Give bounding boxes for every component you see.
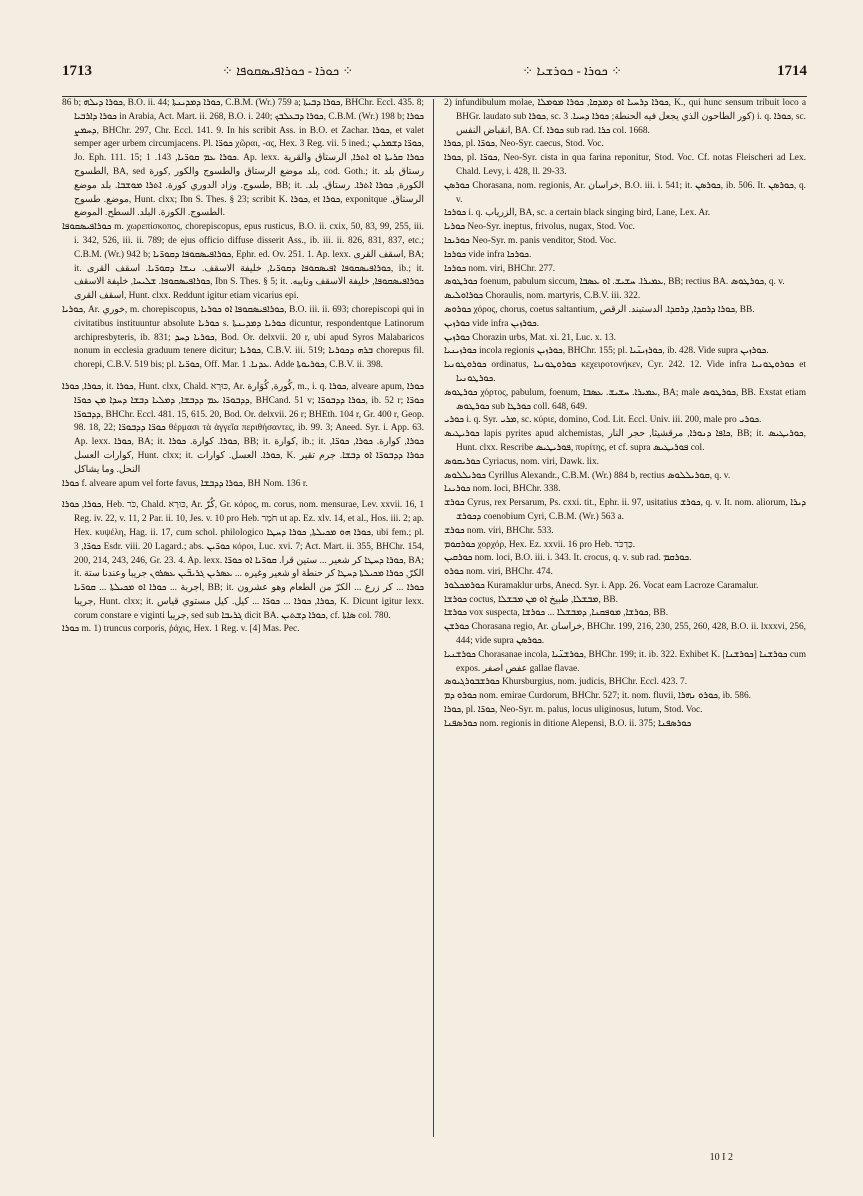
- dictionary-entry: ܟܘܪܘ ܕܡ nom. emirae Curdorum, BHChr. 527; it. nom. fluvii, ܟܘܪܘ ܢܗܪܐ, ib. 586.: [444, 691, 751, 702]
- dictionary-entry: ܟܘܪܘ nom. viri, BHChr. 474.: [444, 567, 553, 578]
- dictionary-entry: ܟܘܪܝܛܝܣ lapis pyrites apud alchemistas, ܟܐܦܐ ܕܢܘܪܐ, مرقشيثا, حجر النار, BB; it. ܟܘܪܝܛܝܣ, Hunt. clxx. Rescribe ܦܘܪܝܛܝܣ, πυρίτης, et cf. supra ܦܘܪܝܛܝܣ col.: [444, 429, 806, 453]
- dictionary-entry: ܟܘܪܝܠܠܘܣ Cyrillus Alexandr., C.B.M. (Wr.) 884 b, rectius ܩܘܪܝܠܠܘܣ, q. v.: [444, 470, 731, 481]
- dictionary-entry: ܟܘܪܐ, pl. ܟܘܪ̈ܐ, Neo-Syr. cista in qua farina reponitur, Stod. Voc. Cf. notas Fleischeri ad Lex. Chald. Levy, i. 428, ll. 29-33.: [444, 153, 806, 177]
- dictionary-entry: ܟܘܪܐܦܝܣܩܘܦܐ m. χωρεπίσκοπος, chorepiscopus, epus rusticus, B.O. ii. cxix, 50, 83, 99, 255, iii. i. 342, 526, iii. ii. 789; de ejus officio diffuse disserit Ass., ib. iii. ii. 826, 831, 837, etc.; C.B.M. (Wr.) 942 b; ܟܘܪܐܦܝܣܩܘܦܐ ܕܩܘܪ̈ܝܐ, Ephr. ed. Ov. 251. 1. Ap. lexx. اسقف القرى, BA; it. ܟܘܪܐܦܝܣܩܘܦܐ ܐܦܝܣܩܘܦܐ ܕܩܘܪ̈ܝܐ, خليفة الاسقف. ܢܝܫܐ ܕܩܘܪ̈ܝܐ. اسقف القرى, ib.; it. ܟܘܪܐܦܝܣܩܘܦܐ. ܫܠܝܚܐ, خليفة الاسقف, Ibn S. Thes. § 5; it. ܟܘܪܐܦܝܣܩܘܦܐ, خليفة الاسقف ونايبه. اسقف القرى, Hunt. clxx. Reddunt igitur etiam vicarius epi.: [62, 222, 425, 302]
- dictionary-entry: ܟܘܪܝܟܐ Neo-Syr. m. panis venditor, Stod. Voc.: [444, 235, 617, 246]
- dictionary-entry: ܟܘܪܝܢܐ nom. loci, BHChr. 338.: [444, 484, 561, 495]
- running-head-right: ⁘ ܟܘܪܐ - ܟܘܪܫܝܐ ⁘: [522, 63, 622, 78]
- dictionary-entry: ܟܘܪܙܝܢܝܐ incola regionis ܟܘܪܙܝܢ, BHChr. 155; pl. ܟܘܪܙܝܢ̈ܝܐ, ib. 428. Vide supra ܟܘܪܙܝܢ.: [444, 346, 769, 357]
- dictionary-entry: ܟܘܪܐܘܠܝܣ Choraulis, nom. martyris, C.B.V. iii. 322.: [444, 291, 641, 302]
- dictionary-entry: ܟܘܪܙܝܢ vide infra ܟܘܪܙܝܢ.: [444, 318, 540, 329]
- dictionary-entry: ܟܘܪܣܦܢܐ nom. regionis in ditione Alepensi, B.O. ii. 375; ܟܘܪܣܦܢܐ: [444, 718, 692, 729]
- dictionary-entry: ܟܘܪܐ f. alveare apum vel forte favus, ܟܘܪܐ ܕܕܒܫܐ, BH Nom. 136 r.: [62, 478, 308, 489]
- dictionary-entry: ܟܘܪܘܣ χόρος, chorus, coetus saltantium, ܟܘܪܐ ܕܪܩܕܐ, ܕܪܩܕܐ. الدستبند. الرقص, BB.: [444, 304, 755, 315]
- dictionary-entry: ܟܘܪܡܟܠܘܪ Kuramaklur urbs, Anecd. Syr. i. App. 26. Vocat eam Lacroze Caramalur.: [444, 580, 759, 591]
- dictionary-entry: ܟܘܪܫܒܘܪܓܝܘܣ Khursburgius, nom. judicis, BHChr. Eccl. 423. 7.: [444, 677, 688, 688]
- dictionary-entry: ܟܘܪܝܩܘܣ Cyriacus, nom. viri, Dawk. lix.: [444, 456, 600, 467]
- dictionary-entry: ܟܘܪܛܘܣ χόρτος, pabulum, foenum, ܥܡܝܪܐ. ܚܫܝܫ. ܥܣܒܐ, BA; male ܟܘܪܛܘܣ, BB. Exstat etiam ܟܘܪܛܘܣ sub ܟܘܪܛܐ coll. 648, 649.: [444, 387, 806, 412]
- dictionary-entry: ܟܘܪܩܝܢ nom. loci, B.O. iii. i. 343. It. crocus, q. v. sub rad. ܟܘܪܩܡ.: [444, 553, 692, 564]
- dictionary-entry: ܟܘܪܐ m. 1) truncus corporis, ῥάχις, Hex. 1 Reg. v. [4] Mas. Pec.: [62, 624, 300, 635]
- dictionary-entry: ܟܘܪܟܐ vide infra ܟܘܪܟܐ.: [444, 249, 532, 260]
- page-header: [62, 58, 807, 84]
- dictionary-entry: ܟܘܪܫܢ Chorasana regio, Ar. خراسان, BHChr. 199, 216, 230, 255, 260, 428, B.O. ii. lxxxvi, 256, 444; vide supra ܟܘܪܣܢ.: [444, 622, 806, 647]
- dictionary-entry: ܟܘܪܐ, ܟܘܪܐ, Heb. כֹּר, Chald. כּוּרָא, Ar. كُرّ, Gr. κόρος, m. corus, nom. mensurae, Lev. xxvii. 16, 1 Reg. iv. 22, v. 11, 2 Par. ii. 10, Jes. v. 10 pro Heb. חֹמֶר ut ap. Ez. xlv. 14, et al., Hos. iii. 2; ap. Hex. κυψέλη, Hag. ii. 17, cum schol. philologico ܟܘܪܐ ܗܘ ܡܟܝܠܬܐ, ܟܘܪܐ ܕܚܛܐ, ubi fem.; pl. ܟܘܪ̈ܐ, 3 Esdr. viii. 20 Lagard.; abs. ܟܘܪ̈ܝܢ κόροι, Luc. xvi. 7; Act. Mart. ii. 355, BHChr. 154, 200, 214, 243, 246, Gr. 23. 4. Ap. lexx. ܟܘܪܐ ܕܚܛܐ كر شعير ... ستين قرا. ܩܘܪ̈ܝܐ ܐܘ ܟܘܪ̈ܐ, BA; it. الكرّ, ܟܘܪܐ ܡܟܝܠܬܐ ܕܚܛܐ كر حنطة او شعير وغيره ... ܥܣܪܝܢ ܓܪܝܒ̈ܝܢ ܥܣܪܘܢ جريبا وعندنا ستة اجربة ... ܟܘܪܐ ܐܘ ܡܟܝܠܬܐ ... ܩܘܪ̈ܝܐ, BB; it. ܟܘܪܐ ... كر زرع ... الكرّ من الطعام وهو عشرون جريبا, Hunt. clxx; it. ܟܘܪܐ, ܟܘܪܐ ... ܟܘܪ̈ܐ ... كيل. كيل مستوي قياس, K. Dicunt igitur lexx. corum constare e viginti جريبا, sed sub ܓܪܝܒܐ dicit BA. ܟܘܪܐ ܕܫܬܝܢ, cf. ܣܐܬܐ col. 780.: [62, 500, 425, 621]
- dictionary-entry: ܟܘܪܙܝܢ Chorazin urbs, Mat. xi. 21, Luc. x. 13.: [444, 332, 616, 343]
- two-column-body: [62, 97, 807, 1137]
- dictionary-entry: ܟܘܪܛܘܣ foenum, pabulum siccum, ܥܡܝܪܐ. ܚܫܝܫ. ܐܘ ܥܣܒܐ, BB; rectius BA. ܟܘܪܛܘܣ, q. v.: [444, 277, 785, 288]
- dictionary-entry: 86 b; ܟܘܪܐ ܕܝܠܗ, B.O. ii. 44; ܟܘܪܐ ܕܡܕܝܢܬܐ, C.B.M. (Wr.) 759 a; ܟܘܪܐ ܕܒܝܬܐ, BHChr. Eccl. 435. 8; ܟܘܪܐ ܕܐܪܒܝܐ in Arabia, Act. Mart. ii. 268, B.O. i. 240; ܟܘܪܐ ܕܒܥܠܒܟ, C.B.M. (Wr.) 198 b; ܟܘܪܐ ܕܚܡܨ, BHChr. 297, Chr. Eccl. 141. 9. In his scribit Ass. in B.O. et Zachar. ܟܘܪܐ, et valet semper ager urbem circumjacens. Pl. ܟܘܪ̈ܐ χῶραι, -ας, Hex. 3 Reg. vii. 5 ined.; ܟܘܪ̈ܐ ܕܫܡܪܝܢ, Jo. Eph. 111. 15; ܟܘܪܐ ܥܡ ܩܘܪ̈ܝܐ, 143. 1. Ap. lexx. ܟܘܪܐ ܩܪܝܬܐ ܐܘ ܐܬܪܐ, الرستاق والقرية الطسوج, BA, sed بلد موضع الرستاق والطسوج والكور ,كورة, cod. Goth.; it. رستاق بلد طسوج. وزاد الدوري كورة. ܐܬܪܐ ܡܘܫܒܐ. بلد موضع, BB; it. الكورة, ܟܘܪܐ ܐܬܪܐ. رستاق. بلد. موضع. طسوج, Hunt. clxx; Ibn S. Thes. § 23; scribit K. ܟܘܪܐ, et ܟܘܪܐ, exponitque الرستاق. الطسوج. الكورة. البلد. السطح. الموضع.: [62, 98, 425, 219]
- dictionary-entry: ܟܘܪܘܛܘܢܝܐ ordinatus, ܟܘܪܘܛܘܢܝܐ κεχειροτονήκεν, Cyr. 242. 12. Vide infra ܟܘܪܘܛܘܢܝܐ et ܟܘܪܛܘܢܝܐ.: [444, 360, 806, 384]
- page-number-left: 1713: [62, 62, 92, 79]
- page-number-right: 1714: [777, 62, 807, 79]
- dictionary-entry: ܟܘܪܐ, pl. ܟܘܪ̈ܐ, Neo-Syr. m. palus, locus uliginosus, lutum, Stod. Voc.: [444, 705, 703, 716]
- dictionary-entry: ܟܘܪܫܢܝܐ Chorasanae incola, ܟܘܪܫܢ̈ܝܐ, BHChr. 199; it. ib. 322. Exhibet K. ܟܘܪܫܢܐ [ܟܘܪܫܢܐ] cum expos. عفص اصفر gallae flavae.: [444, 649, 806, 674]
- right-column: [434, 97, 806, 1137]
- dictionary-entry: ܟܘܪܐ, pl. ܟܘܪ̈ܐ, Neo-Syr. caecus, Stod. Voc.: [444, 139, 604, 150]
- dictionary-entry: ܟܘܪܫ nom. viri, BHChr. 533.: [444, 525, 554, 536]
- running-head-left: ⁘ ܟܘܪܐ - ܟܘܪܐܦܝܣܩܘܦܐ ⁘: [222, 63, 354, 78]
- dictionary-entry: ܟܘܪܫܐ vox suspecta, ܟܘܪܫܐ, ܡܘܦܩܢܐ, ܕܡܒܫܠܐ ... ܟܘܪܫܐ, BB.: [444, 608, 669, 619]
- dictionary-entry: ܟܘܪܫ Cyrus, rex Persarum, Ps. cxxi. tit., Ephr. ii. 97, usitatius ܟܘܪܫ, q. v. It. nom. aliorum, ܕܝܪܐ ܕܟܘܪܫ coenobium Cyri, C.B.M. (Wr.) 563 a.: [444, 498, 806, 522]
- signature-mark: 10 I 2: [709, 1152, 733, 1163]
- dictionary-entry: ܟܘܪܝܐ, Ar. خوري, m. chorepiscopus, ܟܘܪܐܦܝܣܩܘܦܐ ܐܘ ܟܘܪܝܐ, B.O. iii. ii. 693; chorepiscopi qui in civitatibus instituuntur absolute ܟܘܪܝܐ s. ܟܘܪܝܐ ܕܡܕܝܢܬܐ dicuntur, respondentque Latinorum archipresbyteris, ib. 831; ܟܘܪܝܐ ܕܚܕ, Bod. Or. delxvii. 20 r, ubi apud Syros Malabaricos nonum in ecclesia graduum tenere dicitur; ܟܘܪܝܐ, C.B.V. iii. 519; ܒܪܗ ܕܟܘܪܝܐ chorepus fil. chorepi, C.B.V. 519 bis; pl. ܟܘܪ̈ܝܐ, Off. Mar. ܥܕܢܐ. 1. Adde ܟܘܪܝܘܬܐ, C.B.V. ii. 398.: [62, 304, 425, 371]
- left-column: [62, 97, 433, 1137]
- dictionary-entry: 2) infundibulum molae, ܟܘܪܐ ܕܪܚܝܐ ܐܘ ܕܡܕܩܐ, ܟܘܪܐ ܡܘܡܠܐ, K., qui hunc sensum tribuit loco a BHGr. laudato sub ܟܘܪܐ, sc. كور الطاحون الذي يجعل فيه الحنطة; ܟܘܪܐ ܕܚܝܐ. 3) i. q. ܟܘܪܐ, sc. انقباض النفس, BA. Cf. ܟܘܪܐ sub rad. ܟܪܐ col. 1668.: [444, 98, 806, 136]
- dictionary-entry: ܟܘܪܟܐ nom. viri, BHChr. 277.: [444, 263, 556, 274]
- dictionary-entry: ܟܘܪܝܐ Neo-Syr. ineptus, frivolus, nugax, Stod. Voc.: [444, 222, 636, 233]
- dictionary-entry: ܟܘܪܝ i. q. Syr. ܡܪܝ, sc. κύριε, domino, Cod. Lit. Eccl. Univ. iii. 200, male pro ܟܘܪܝ.: [444, 415, 762, 426]
- dictionary-entry: ܟܘܪܣܢ Chorasana, nom. regionis, Ar. خراسان, B.O. iii. i. 541; it. ܟܘܪܣܢ, ib. 506. It. ܟܘܪܣܢ, q. v.: [444, 180, 806, 205]
- dictionary-entry: ܟܘܪܐ, ܟܘܪܐ, it. ܟܘܪܐ, Hunt. clxx, Chald. כּוּרָא, Ar. كُورة, كُوَارة, m., i. q. ܟܘܪܐ, alveare apum, ܟܘܪܐ ܕܕܒܘܪ̈ܐ ܥܡ ܕܕܒܫܐ, ܕܡܠܝܐ ܕܒܫܐ ܕܚܕܐ ܡܢ ܟܘܪ̈ܐ, BHCand. 51 v; ܟܘܪܐ ܕܕܒܘܪ̈ܐ, ib. 52 r; ܟܘܪ̈ܐ ܕܕܒܘܪ̈ܐ, BHChr. Eccl. 481. 15, 615. 20, Bod. Or. delxvii. 26 r; BHEth. 104 r, Gr. 400 r, Geop. 98. 18, 22; ܟܘܪ̈ܐ ܕܕܒܘܪ̈ܐ θέρμασι τὰ ἀγγεῖα περιθήσαντες, ib. 99. 3; Aneed. Syr. i. App. 63. Ap. lexx. ܟܘܪܐ, BA; it. ܟܘܪܐ. كوارة. ܟܘܪܐ, BB; it. كوارة, ib.; it. ܟܘܪܐ, كوارة. ܟܘܪܐ, ܟܘܪ̈ܐ, كوارات العسل, Hunt. clxx; it. ܟܘܪܐ. العسل. كوارات, K. ܟܘܪܐ ܕܕܒܘܪ̈ܐ ܐܘ ܕܒܫܐ. جرم تقير النحل. وما يشاكل: [62, 381, 425, 475]
- dictionary-entry: ܟܘܪܟܐ i. q. الزرياب, BA, sc. a certain black singing bird, Lane, Lex. Ar.: [444, 208, 711, 219]
- dictionary-entry: ܟܘܪܩܘܡ χορχόρ, Hex. Ez. xxvii. 16 pro Heb. כַּדְכֹּד.: [444, 539, 636, 550]
- dictionary-entry: ܟܘܪܫܐ coctus, ܡܒܫܠܐ, طبيخ ܐܘ ܡܢ ܡܒܫܠܐ, BB.: [444, 594, 618, 605]
